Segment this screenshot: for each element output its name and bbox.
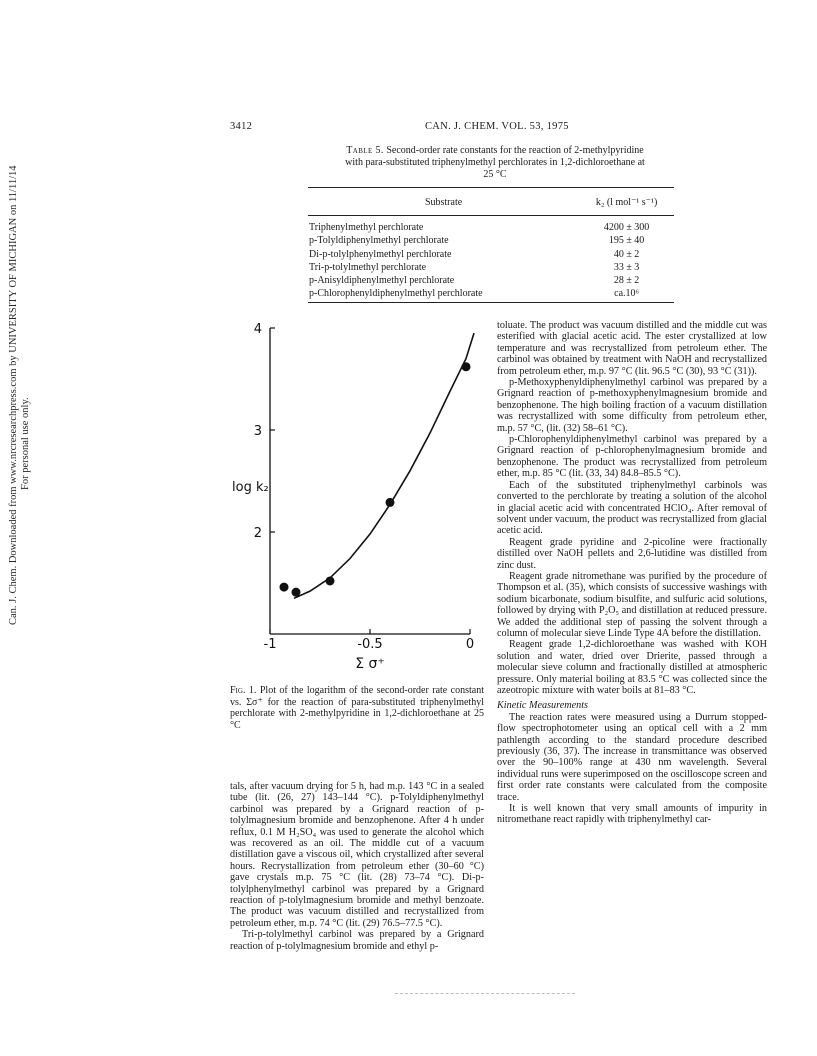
figure-caption	[230, 685, 484, 731]
data-point	[326, 576, 335, 585]
paragraph: Reagent grade pyridine and 2-picoline were fractionally distilled over NaOH pellets and 2,6-lutidine was distilled from zinc dust.	[497, 536, 767, 571]
data-point	[292, 588, 301, 597]
k2-cell: 40 ± 2	[613, 248, 640, 260]
running-header: CAN. J. CHEM. VOL. 53, 1975	[425, 121, 569, 132]
table-caption	[345, 145, 645, 181]
side-note-line-2: For personal use only.	[20, 397, 31, 490]
fit-curve	[294, 333, 474, 598]
table-row	[308, 261, 674, 274]
plot-axes	[270, 328, 470, 634]
table-row	[308, 274, 674, 287]
col-header-k2: k₂ (l mol⁻¹ s⁻¹)	[579, 188, 674, 216]
x-tick-label: -1	[263, 637, 277, 652]
table-caption-text: Second-order rate constants for the reaction of 2-methylpyridine with para-substituted triphenylmethyl perchlorates in 1,2-dichloroethane at 25 °C	[345, 145, 645, 180]
figure-caption-text: Plot of the logarithm of the second-order rate constant vs. Σσ⁺ for the reaction of para-substituted triphenylmethyl perchlorate with 2-methylpyridine in 1,2-dichloroethane at 25 °C	[230, 685, 485, 731]
x-tick-label: -0.5	[357, 637, 383, 652]
footer-rule	[395, 993, 575, 994]
table-label: Table 5.	[346, 145, 384, 156]
figure-label: Fig. 1.	[230, 685, 257, 696]
paragraph: p-Chlorophenyldiphenylmethyl carbinol was prepared by a Grignard reaction of p-chlorophenylmagnesium bromide and benzophenone. The product was recrystallized from petroleum ether, m.p. 85 °C (lit. (33, 34) 84.8–85.5 °C).	[497, 434, 767, 480]
paragraph: Reagent grade 1,2-dichloroethane was washed with KOH solution and water, dried over Drierite, passed through a molecular sieve column and fractionally distilled at atmospheric pressure. Only material boiling at 83.5 °C was collected since the azeotropic mixture with water boils at 81–83 °C.	[497, 639, 767, 696]
paragraph: tals, after vacuum drying for 5 h, had m.p. 143 °C in a sealed tube (lit. (26, 27) 143–144 °C). p-Tolyldiphenylmethyl carbinol was prepared by a Grignard reaction of p-tolylmagnesium bromide and benzophenone. After 4 h under reflux, 0.1 M H₂SO₄ was used to generate the alcohol which was recovered as an oil. The middle cut of a vacuum distillation gave a viscous oil, which crystallized after several hours. Recrystallization from petroleum ether (30–60 °C) gave crystals m.p. 75 °C (lit. (28) 73–74 °C). Di-p-tolylphenylmethyl carbinol was prepared by a Grignard reaction of p-tolylmagnesium bromide and methyl benzoate. The product was vacuum distilled and recrystallized from petroleum ether, m.p. 74 °C (lit. (29) 76.5–77.5 °C).	[230, 781, 484, 929]
table-row	[308, 216, 674, 235]
k2-cell: 33 ± 3	[613, 261, 640, 273]
paragraph: It is well known that very small amounts of impurity in nitromethane react rapidly with triphenylmethyl car-	[497, 803, 767, 826]
table-row	[308, 234, 674, 247]
side-note-line-1: Can. J. Chem. Downloaded from www.nrcresearchpress.com by UNIVERSITY OF MICHIGAN on 11/11/14	[8, 165, 19, 625]
k2-cell: 4200 ± 300	[603, 222, 650, 234]
paragraph: p-Methoxyphenyldiphenylmethyl carbinol was prepared by a Grignard reaction of p-methoxyphenylmagnesium bromide and benzophenone. The high boiling fraction of a vacuum distillation was recrystallized with some difficulty from petroleum ether, m.p. 57 °C, (lit. (32) 58–61 °C).	[497, 377, 767, 434]
y-tick-label: 2	[253, 526, 262, 541]
table-row	[308, 248, 674, 261]
paragraph: Reagent grade nitromethane was purified by the procedure of Thompson et al. (35), which consists of successive washings with sodium bicarbonate, sodium bisulfite, and sulfuric acid solutions, followed by drying with P₂O₅ and distillation at reduced pressure. We added the additional step of passing the solvent through a column of molecular sieve Linde Type 4A before the distillation.	[497, 570, 767, 639]
section-heading: Kinetic Measurements	[497, 700, 589, 712]
y-tick-label: 4	[253, 322, 262, 337]
table-row	[308, 287, 674, 303]
data-point	[386, 498, 395, 507]
substrate-cell: Triphenylmethyl perchlorate	[309, 222, 424, 234]
data-point	[462, 362, 471, 371]
substrate-cell: p-Tolyldiphenylmethyl perchlorate	[309, 235, 449, 247]
k2-cell: ca.10⁶	[579, 287, 674, 303]
left-column	[230, 781, 484, 952]
y-tick-label: 3	[253, 424, 262, 439]
substrate-cell: p-Anisyldiphenylmethyl perchlorate	[309, 275, 455, 287]
log-k2-vs-sigma-plot	[232, 320, 492, 680]
col-header-substrate: Substrate	[308, 188, 579, 216]
substrate-cell: p-Chlorophenyldiphenylmethyl perchlorate	[308, 287, 579, 303]
x-axis-label: Σ σ⁺	[355, 656, 385, 672]
k2-cell: 195 ± 40	[608, 235, 645, 247]
k2-cell: 28 ± 2	[613, 275, 640, 287]
rate-constant-table	[308, 187, 674, 303]
substrate-cell: Tri-p-tolylmethyl perchlorate	[309, 261, 427, 273]
paragraph: Tri-p-tolylmethyl carbinol was prepared by a Grignard reaction of p-tolylmagnesium bromide and ethyl p-	[230, 929, 484, 952]
substrate-cell: Di-p-tolylphenylmethyl perchlorate	[309, 248, 452, 260]
paragraph: toluate. The product was vacuum distilled and the middle cut was esterified with glacial acetic acid. The ester crystallized at low temperature and was recrystallized from petroleum ether. The carbinol was obtained by treatment with NaOH and recrystallized from petroleum ether, m.p. 97 °C (lit. 96.5 °C (30), 93 °C (31)).	[497, 320, 767, 377]
y-axis-label: log k₂	[232, 480, 269, 496]
right-column	[497, 320, 767, 826]
page-number: 3412	[230, 121, 253, 132]
data-point	[280, 583, 289, 592]
paragraph: Each of the substituted triphenylmethyl carbinols was converted to the perchlorate by treating a solution of the alcohol in glacial acetic acid with concentrated HClO₄. After removal of solvent under vacuum, the product was recrystallized from glacial acetic acid.	[497, 479, 767, 537]
paragraph: The reaction rates were measured using a Durrum stopped-flow spectrophotometer using an optical cell with a 2 mm pathlength according to the standard procedure described previously (36, 37). The increase in transmittance was observed over the 90–100% range at 430 nm wavelength. Several individual runs were superimposed on the oscilloscope screen and first order rate constants were calculated from the composite trace.	[497, 711, 767, 803]
x-tick-label: 0	[465, 637, 475, 652]
